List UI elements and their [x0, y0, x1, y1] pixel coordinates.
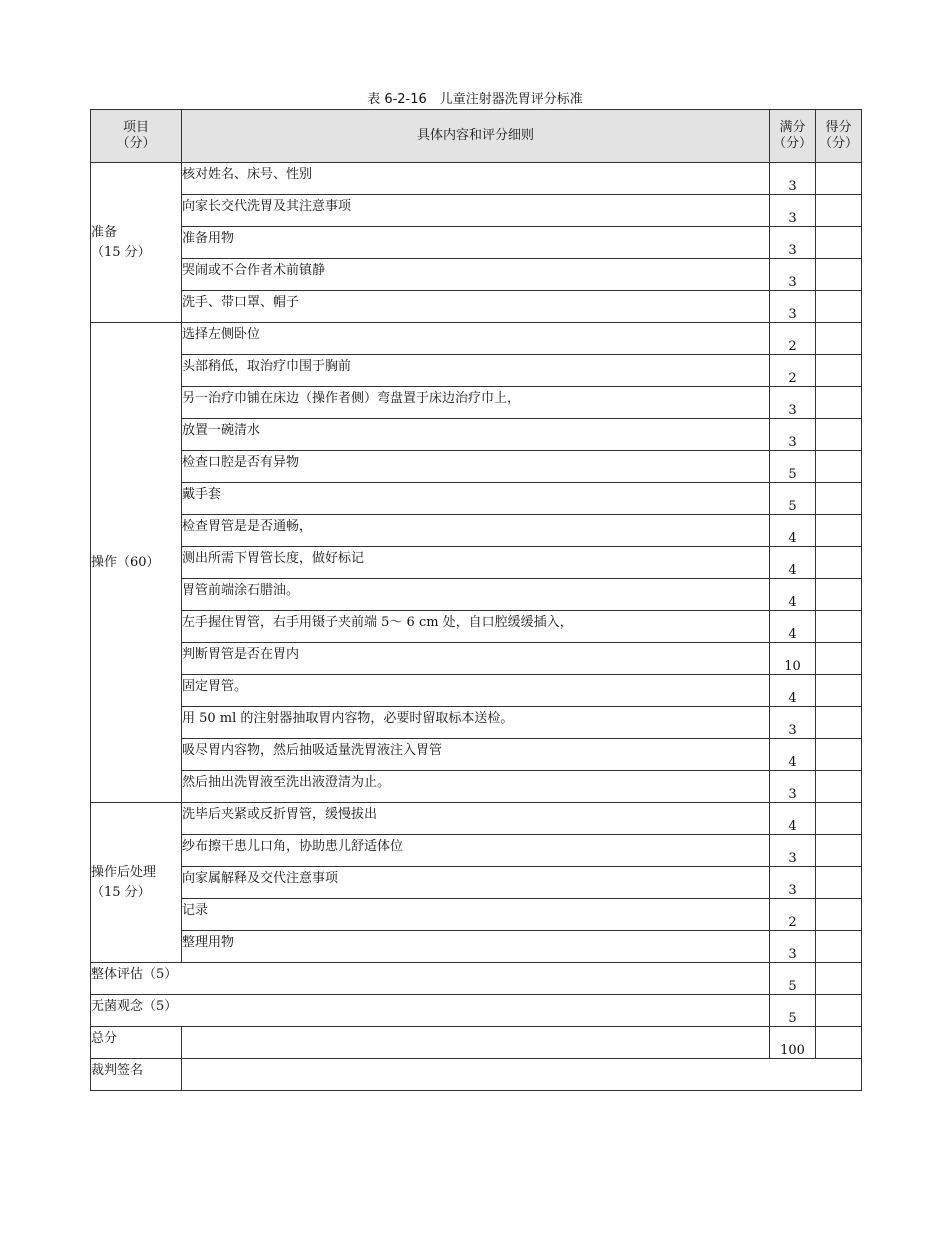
- table-row: [91, 451, 862, 483]
- row-full-score: 10: [770, 643, 816, 675]
- row-got-score[interactable]: [816, 867, 862, 899]
- table-row: [91, 259, 862, 291]
- table-row: [91, 323, 862, 355]
- row-got-score[interactable]: [816, 771, 862, 803]
- row-content: 测出所需下胃管长度，做好标记: [182, 547, 770, 579]
- table-row: [91, 387, 862, 419]
- row-full-score: 2: [770, 899, 816, 931]
- summary-row-overall: [91, 963, 862, 995]
- row-content: 固定胃管。: [182, 675, 770, 707]
- row-content: 核对姓名、床号、性别: [182, 163, 770, 195]
- table-row: [91, 675, 862, 707]
- table-row: [91, 195, 862, 227]
- row-content: 用 50 ml 的注射器抽取胃内容物，必要时留取标本送检。: [182, 707, 770, 739]
- summary-full-score: 5: [770, 995, 816, 1027]
- row-content: 胃管前端涂石腊油。: [182, 579, 770, 611]
- row-full-score: 3: [770, 163, 816, 195]
- table-row: [91, 579, 862, 611]
- row-content: 选择左侧卧位: [182, 323, 770, 355]
- row-content: 洗毕后夹紧或反折胃管，缓慢拔出: [182, 803, 770, 835]
- row-full-score: 3: [770, 835, 816, 867]
- row-full-score: 4: [770, 547, 816, 579]
- row-content: 向家属解释及交代注意事项: [182, 867, 770, 899]
- row-full-score: 5: [770, 483, 816, 515]
- summary-label: 无菌观念（5）: [91, 995, 770, 1027]
- row-got-score[interactable]: [816, 579, 862, 611]
- table-row: [91, 355, 862, 387]
- total-got-score[interactable]: [816, 1027, 862, 1059]
- table-row: [91, 771, 862, 803]
- row-got-score[interactable]: [816, 291, 862, 323]
- row-got-score[interactable]: [816, 451, 862, 483]
- judge-label: 裁判签名: [91, 1059, 182, 1091]
- row-content: 哭闹或不合作者术前镇静: [182, 259, 770, 291]
- row-full-score: 2: [770, 323, 816, 355]
- section-label-post: 操作后处理 （15 分）: [91, 803, 182, 963]
- row-content: 记录: [182, 899, 770, 931]
- row-full-score: 5: [770, 451, 816, 483]
- judge-signature-field[interactable]: [182, 1059, 862, 1091]
- row-got-score[interactable]: [816, 355, 862, 387]
- row-content: 整理用物: [182, 931, 770, 963]
- table-row: [91, 643, 862, 675]
- row-got-score[interactable]: [816, 707, 862, 739]
- row-content: 向家长交代洗胃及其注意事项: [182, 195, 770, 227]
- row-content: 头部稍低，取治疗巾围于胸前: [182, 355, 770, 387]
- table-row: [91, 611, 862, 643]
- row-full-score: 4: [770, 739, 816, 771]
- row-content: 检查胃管是是否通畅，: [182, 515, 770, 547]
- row-got-score[interactable]: [816, 611, 862, 643]
- table-row: [91, 483, 862, 515]
- header-row: [91, 110, 862, 163]
- summary-got-score[interactable]: [816, 995, 862, 1027]
- row-content: 放置一碗清水: [182, 419, 770, 451]
- table-row: [91, 547, 862, 579]
- total-full-score: 100: [770, 1027, 816, 1059]
- row-got-score[interactable]: [816, 323, 862, 355]
- table-row: [91, 835, 862, 867]
- header-full-score: 满分 （分）: [770, 110, 816, 163]
- table-row: [91, 803, 862, 835]
- summary-row-aseptic: [91, 995, 862, 1027]
- row-content: 然后抽出洗胃液至洗出液澄清为止。: [182, 771, 770, 803]
- row-got-score[interactable]: [816, 899, 862, 931]
- judge-row: [91, 1059, 862, 1091]
- table-caption: 表 6-2-16 儿童注射器洗胃评分标准: [367, 92, 583, 107]
- row-full-score: 4: [770, 515, 816, 547]
- table-row: [91, 739, 862, 771]
- table-row: [91, 419, 862, 451]
- total-row: [91, 1027, 862, 1059]
- row-got-score[interactable]: [816, 259, 862, 291]
- table-row: [91, 867, 862, 899]
- row-got-score[interactable]: [816, 643, 862, 675]
- summary-label: 整体评估（5）: [91, 963, 770, 995]
- row-content: 检查口腔是否有异物: [182, 451, 770, 483]
- table-row: [91, 707, 862, 739]
- row-content: 戴手套: [182, 483, 770, 515]
- row-full-score: 3: [770, 387, 816, 419]
- row-content: 另一治疗巾铺在床边（操作者侧）弯盘置于床边治疗巾上，: [182, 387, 770, 419]
- row-content: 纱布擦干患儿口角，协助患儿舒适体位: [182, 835, 770, 867]
- row-full-score: 2: [770, 355, 816, 387]
- row-full-score: 4: [770, 675, 816, 707]
- row-full-score: 4: [770, 611, 816, 643]
- row-full-score: 3: [770, 419, 816, 451]
- row-content: 洗手、带口罩、帽子: [182, 291, 770, 323]
- row-got-score[interactable]: [816, 227, 862, 259]
- row-got-score[interactable]: [816, 387, 862, 419]
- row-got-score[interactable]: [816, 835, 862, 867]
- row-full-score: 3: [770, 291, 816, 323]
- section-label-operation: 操作（60）: [91, 323, 182, 803]
- row-content: 判断胃管是否在胃内: [182, 643, 770, 675]
- header-item: 项目 （分）: [91, 110, 182, 163]
- row-full-score: 3: [770, 867, 816, 899]
- row-full-score: 3: [770, 259, 816, 291]
- summary-full-score: 5: [770, 963, 816, 995]
- row-got-score[interactable]: [816, 419, 862, 451]
- header-content: 具体内容和评分细则: [182, 110, 770, 163]
- row-content: 准备用物: [182, 227, 770, 259]
- row-got-score[interactable]: [816, 675, 862, 707]
- row-full-score: 3: [770, 707, 816, 739]
- row-got-score[interactable]: [816, 163, 862, 195]
- row-full-score: 3: [770, 195, 816, 227]
- scoring-table: [90, 109, 862, 1091]
- row-full-score: 3: [770, 227, 816, 259]
- row-full-score: 4: [770, 803, 816, 835]
- row-full-score: 4: [770, 579, 816, 611]
- row-got-score[interactable]: [816, 547, 862, 579]
- table-row: [91, 899, 862, 931]
- table-row: [91, 515, 862, 547]
- row-full-score: 3: [770, 771, 816, 803]
- row-content: 吸尽胃内容物，然后抽吸适量洗胃液注入胃管: [182, 739, 770, 771]
- header-got-score: 得分 （分）: [816, 110, 862, 163]
- row-got-score[interactable]: [816, 931, 862, 963]
- table-row: [91, 291, 862, 323]
- row-got-score[interactable]: [816, 195, 862, 227]
- table-row: [91, 227, 862, 259]
- row-got-score[interactable]: [816, 483, 862, 515]
- row-got-score[interactable]: [816, 739, 862, 771]
- row-content: 左手握住胃管，右手用镊子夹前端 5～ 6 cm 处，自口腔缓缓插入，: [182, 611, 770, 643]
- section-label-prep: 准备 （15 分）: [91, 163, 182, 323]
- row-full-score: 3: [770, 931, 816, 963]
- table-row: [91, 931, 862, 963]
- total-blank: [182, 1027, 770, 1059]
- row-got-score[interactable]: [816, 515, 862, 547]
- summary-got-score[interactable]: [816, 963, 862, 995]
- row-got-score[interactable]: [816, 803, 862, 835]
- table-row: [91, 163, 862, 195]
- total-label: 总分: [91, 1027, 182, 1059]
